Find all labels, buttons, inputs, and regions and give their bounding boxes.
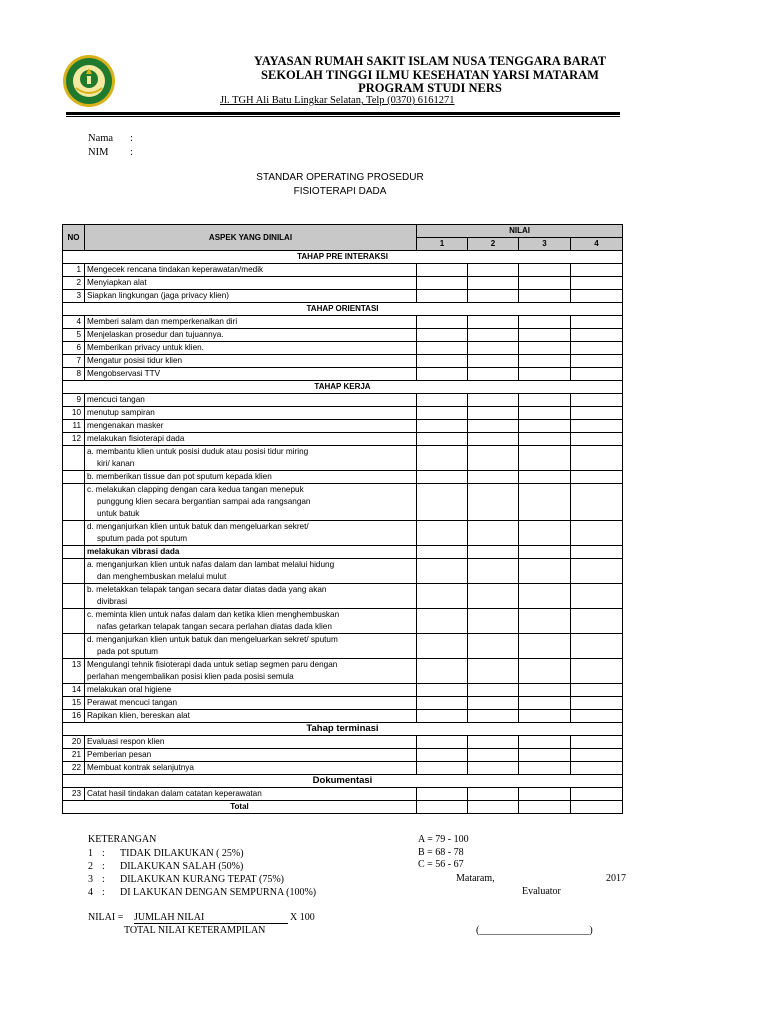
grade-b: B = 68 - 78 <box>418 847 464 858</box>
document-title: STANDAR OPERATING PROSEDUR <box>256 172 424 183</box>
legend-text: DI LAKUKAN DENGAN SEMPURNA (100%) <box>120 887 317 898</box>
grade-a: A = 79 - 100 <box>418 834 469 845</box>
table-row: b. memberikan tissue dan pot sputum kepada klien <box>63 471 623 484</box>
table-row: 16 Rapikan klien, bereskan alat <box>63 710 623 723</box>
table-row: d. menganjurkan klien untuk batuk dan mengeluarkan sekret/ sputum pada pot sputum <box>63 521 623 546</box>
evaluator-label: Evaluator <box>522 886 561 897</box>
table-row: 5 Menjelaskan prosedur dan tujuannya. <box>63 329 623 342</box>
table-row: 8 Mengobservasi TTV <box>63 368 623 381</box>
section-kerja: TAHAP KERJA <box>63 381 623 394</box>
total-row: Total <box>63 801 623 814</box>
legend-sep: : <box>102 887 105 898</box>
table-row: 11 mengenakan masker <box>63 420 623 433</box>
table-row: c. melakukan clapping dengan cara kedua tangan menepuk punggung klien secara bergantian sampai ada rangsangan untuk batuk <box>63 484 623 521</box>
formula-numerator: JUMLAH NILAI <box>134 912 288 924</box>
legend-no: 2 <box>88 861 93 872</box>
section-terminasi: Tahap terminasi <box>63 723 623 736</box>
legend-text: TIDAK DILAKUKAN ( 25%) <box>120 848 244 859</box>
table-row: 21 Pemberian pesan <box>63 749 623 762</box>
assessment-table <box>62 224 623 814</box>
table-row: 7 Mengatur posisi tidur klien <box>63 355 623 368</box>
table-row: d. menganjurkan klien untuk batuk dan mengeluarkan sekret/ sputum pada pot sputum <box>63 634 623 659</box>
legend-sep: : <box>102 861 105 872</box>
formula-label: NILAI = <box>88 912 124 923</box>
institution-name: YAYASAN RUMAH SAKIT ISLAM NUSA TENGGARA BARAT <box>253 54 607 68</box>
stikes-yarsi-logo-icon <box>62 54 116 108</box>
col-no-header: NO <box>63 225 85 251</box>
signature-place: Mataram, <box>456 873 495 884</box>
table-row: 9 mencuci tangan <box>63 394 623 407</box>
table-row: 20 Evaluasi respon klien <box>63 736 623 749</box>
table-row: 12 melakukan fisioterapi dada <box>63 433 623 446</box>
signature-year: 2017 <box>606 873 626 884</box>
document-subtitle: FISIOTERAPI DADA <box>293 186 387 197</box>
table-row: 10 menutup sampiran <box>63 407 623 420</box>
table-row: 15 Perawat mencuci tangan <box>63 697 623 710</box>
legend-no: 4 <box>88 887 93 898</box>
table-row: 23 Catat hasil tindakan dalam catatan keperawatan <box>63 788 623 801</box>
institution-address: Jl. TGH Ali Batu Lingkar Selatan, Telp (0370) 6161271 <box>220 95 455 106</box>
nama-colon: : <box>130 133 133 144</box>
section-pre-interaksi: TAHAP PRE INTERAKSI <box>63 251 623 264</box>
section-dokumentasi: Dokumentasi <box>63 775 623 788</box>
col-aspek-header: ASPEK YANG DINILAI <box>85 225 417 251</box>
table-row: a. membantu klien untuk posisi duduk atau posisi tidur miring kiri/ kanan <box>63 446 623 471</box>
score-4-header: 4 <box>571 238 623 251</box>
col-nilai-header: NILAI <box>417 225 623 238</box>
table-row: 22 Membuat kontrak selanjutnya <box>63 762 623 775</box>
table-row: b. meletakkan telapak tangan secara datar diatas dada yang akan divibrasi <box>63 584 623 609</box>
table-row: 14 melakukan oral higiene <box>63 684 623 697</box>
legend-no: 3 <box>88 874 93 885</box>
program-name: PROGRAM STUDI NERS <box>358 81 502 95</box>
table-row: a. menganjurkan klien untuk nafas dalam dan lambat melalui hidung dan menghembuskan melalui mulut <box>63 559 623 584</box>
table-row: 6 Memberikan privacy untuk klien. <box>63 342 623 355</box>
legend-text: DILAKUKAN SALAH (50%) <box>120 861 244 872</box>
table-row: 13 Mengulangi tehnik fisioterapi dada untuk setiap segmen paru dengan perlahan mengembalikan posisi klien pada posisi semula <box>63 659 623 684</box>
formula-multiplier: X 100 <box>290 912 315 923</box>
table-row: 1 Mengecek rencana tindakan keperawatan/medik <box>63 264 623 277</box>
table-row: 4 Memberi salam dan memperkenalkan diri <box>63 316 623 329</box>
grade-c: C = 56 - 67 <box>418 859 464 870</box>
table-row: c. meminta klien untuk nafas dalam dan ketika klien menghembuskan nafas getarkan telapak tangan secara perlahan diatas dada klien <box>63 609 623 634</box>
legend-no: 1 <box>88 848 93 859</box>
nama-label: Nama <box>88 133 114 144</box>
score-2-header: 2 <box>468 238 519 251</box>
letterhead-rule <box>66 112 620 115</box>
nim-colon: : <box>130 147 133 158</box>
letterhead-rule-thin <box>66 116 620 117</box>
score-3-header: 3 <box>519 238 571 251</box>
section-orientasi: TAHAP ORIENTASI <box>63 303 623 316</box>
nim-label: NIM <box>88 147 109 158</box>
legend-text: DILAKUKAN KURANG TEPAT (75%) <box>120 874 284 885</box>
school-name: SEKOLAH TINGGI ILMU KESEHATAN YARSI MATARAM <box>261 68 599 82</box>
formula-denominator: TOTAL NILAI KETERAMPILAN <box>124 925 266 936</box>
evaluator-signature-line: (______________________) <box>476 925 593 936</box>
table-row: 3 Siapkan lingkungan (jaga privacy klien) <box>63 290 623 303</box>
legend-sep: : <box>102 874 105 885</box>
legend-sep: : <box>102 848 105 859</box>
table-row: melakukan vibrasi dada <box>63 546 623 559</box>
table-row: 2 Menyiapkan alat <box>63 277 623 290</box>
score-1-header: 1 <box>417 238 468 251</box>
keterangan-title: KETERANGAN <box>88 834 157 845</box>
